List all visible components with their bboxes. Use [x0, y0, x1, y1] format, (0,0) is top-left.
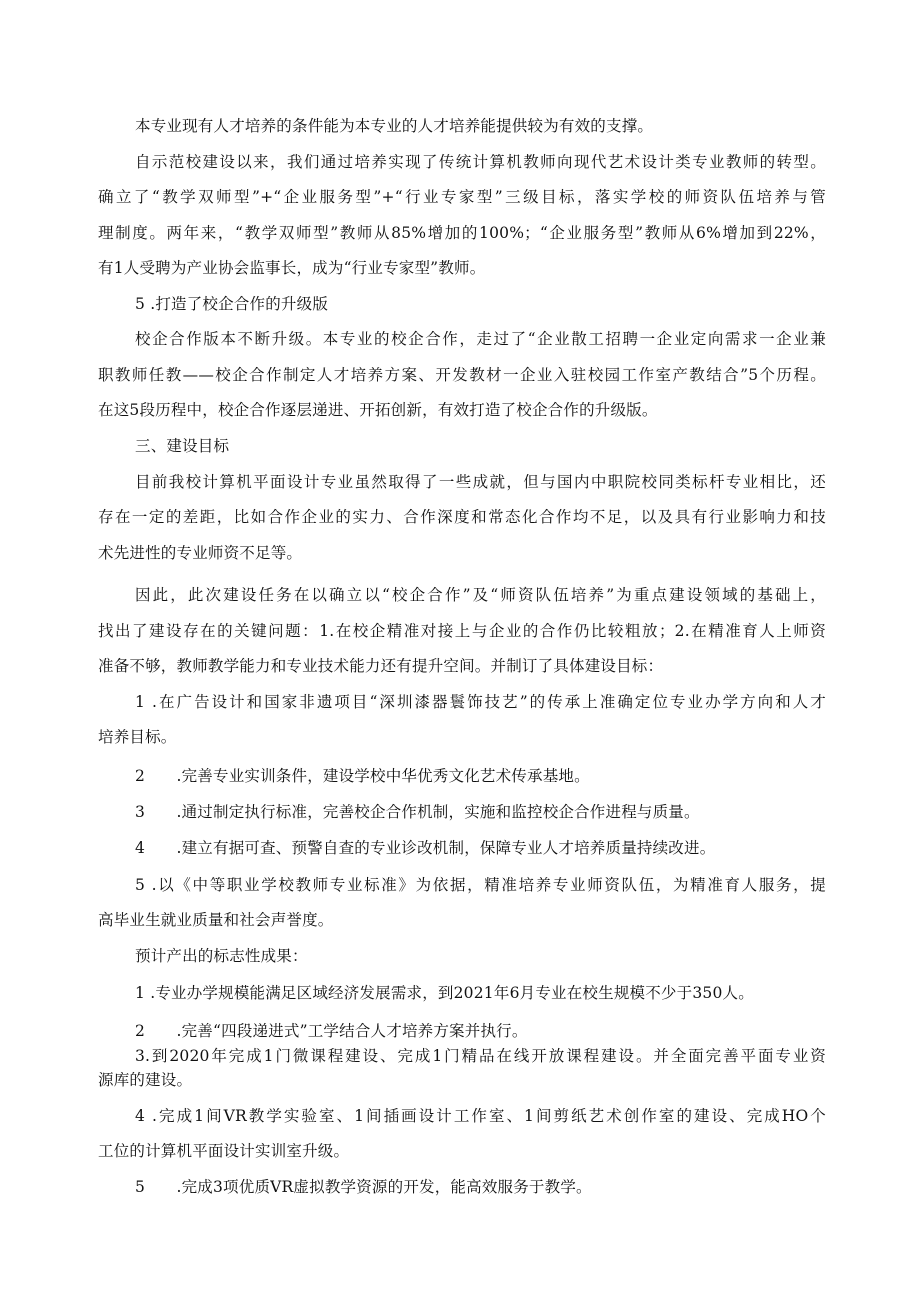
list-item: 2 .完善专业实训条件，建设学校中华优秀文化艺术传承基地。	[135, 767, 590, 785]
paragraph-line: 找出了建设存在的关键问题：1.在校企精准对接上与企业的合作仍比较粗放；2.在精准育人上师资	[98, 622, 826, 640]
list-item: 4 .完成1间VR教学实验室、1间插画设计工作室、1间剪纸艺术创作室的建设、完成HO个	[135, 1107, 826, 1125]
list-item: 培养目标。	[98, 728, 177, 746]
list-item: 2 .完善“四段递进式”工学结合人才培养方案并执行。	[135, 1022, 528, 1040]
list-item: 高毕业生就业质量和社会声誉度。	[98, 911, 334, 929]
section-heading: 5 .打造了校企合作的升级版	[135, 295, 329, 313]
paragraph-line: 因此，此次建设任务在以确立以“校企合作”及“师资队伍培养”为重点建设领域的基础上，	[135, 586, 826, 604]
list-item: 1 .专业办学规模能满足区域经济发展需求，到2021年6月专业在校生规模不少于350人。	[135, 984, 754, 1002]
paragraph-line: 有1人受聘为产业协会监事长，成为“行业专家型”教师。	[98, 259, 486, 277]
paragraph-line: 本专业现有人才培养的条件能为本专业的人才培养能提供较为有效的支撑。	[135, 117, 654, 135]
paragraph-line: 在这5段历程中，校企合作逐层递进、开拓创新，有效打造了校企合作的升级版。	[98, 401, 658, 419]
paragraph-line: 预计产出的标志性成果：	[135, 947, 308, 965]
list-item: 工位的计算机平面设计实训室升级。	[98, 1142, 350, 1160]
list-item: 源库的建设。	[98, 1071, 193, 1089]
paragraph-line: 准备不够，教师教学能力和专业技术能力还有提升空间。并制订了具体建设目标：	[98, 657, 664, 675]
paragraph-line: 目前我校计算机平面设计专业虽然取得了一些成就，但与国内中职院校同类标杆专业相比，还	[135, 473, 826, 491]
list-item: 1 .在广告设计和国家非遗项目“深圳漆器鬟饰技艺”的传承上准确定位专业办学方向和人才	[135, 693, 826, 711]
list-item: 4 .建立有据可查、预警自查的专业诊改机制，保障专业人才培养质量持续改进。	[135, 839, 716, 857]
paragraph-line: 术先进性的专业师资不足等。	[98, 544, 303, 562]
section-heading: 三、建设目标	[135, 437, 230, 455]
list-item: 3.到2020年完成1门微课程建设、完成1门精品在线开放课程建设。并全面完善平面专业资	[135, 1047, 826, 1065]
paragraph-line: 确立了“教学双师型”+“企业服务型”+“行业专家型”三级目标，落实学校的师资队伍培养与管	[98, 188, 826, 206]
list-item: 5 .以《中等职业学校教师专业标准》为依据，精准培养专业师资队伍，为精准育人服务，提	[135, 876, 826, 894]
paragraph-line: 理制度。两年来，“教学双师型”教师从85%增加的100%；“企业服务型”教师从6%增加到22%，	[98, 224, 826, 242]
paragraph-line: 自示范校建设以来，我们通过培养实现了传统计算机教师向现代艺术设计类专业教师的转型。	[135, 153, 826, 171]
paragraph-line: 职教师任教——校企合作制定人才培养方案、开发教材一企业入驻校园工作室产教结合”5个历程。	[98, 366, 826, 384]
list-item: 5 .完成3项优质VR虚拟教学资源的开发，能高效服务于教学。	[135, 1178, 592, 1196]
list-item: 3 .通过制定执行标准，完善校企合作机制，实施和监控校企合作进程与质量。	[135, 803, 700, 821]
paragraph-line: 存在一定的差距，比如合作企业的实力、合作深度和常态化合作均不足，以及具有行业影响力和技	[98, 508, 826, 526]
paragraph-line: 校企合作版本不断升级。本专业的校企合作，走过了“企业散工招聘一企业定向需求一企业兼	[135, 330, 826, 348]
